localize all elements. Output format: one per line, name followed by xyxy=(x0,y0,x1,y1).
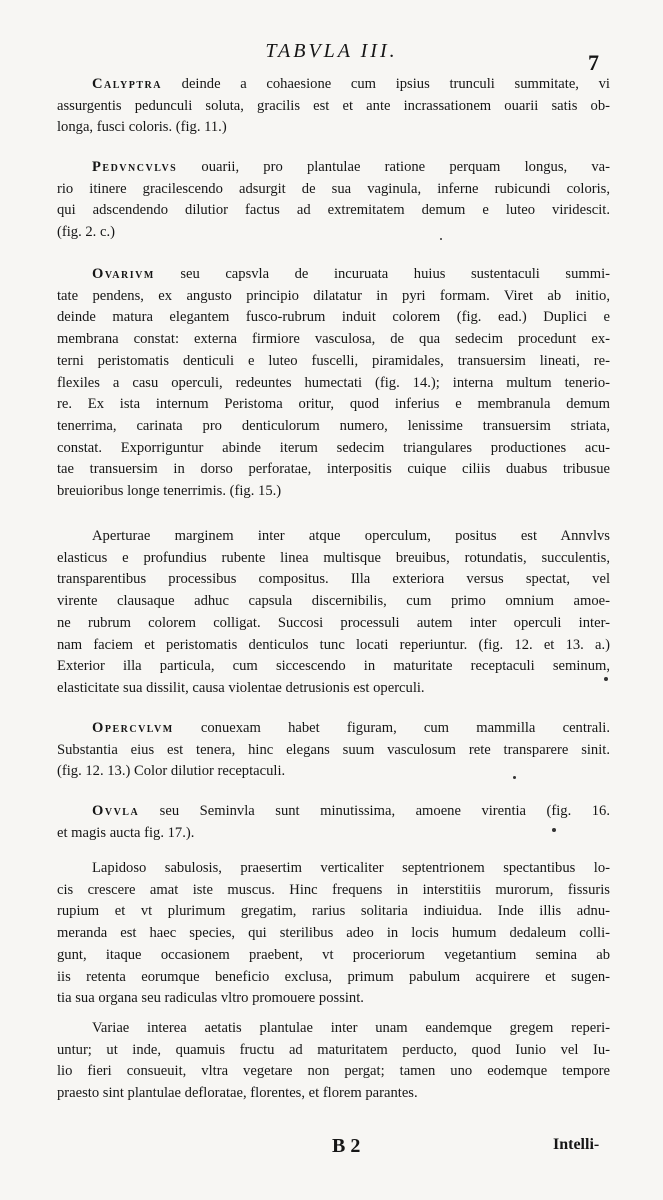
text-line: membrana constat: externa firmiore vasculosa, de qua sedecim procedunt ex- xyxy=(57,331,610,348)
ink-speck xyxy=(513,776,516,779)
text-line: qui adscendendo dilutior factus ad extremitatem demum e luteo viridescit. xyxy=(57,202,610,219)
lead-term: Ovarivm xyxy=(92,266,155,282)
text-line: Variae interea aetatis plantulae inter unam eandemque gregem reperi- xyxy=(92,1020,610,1036)
signature-mark: B 2 xyxy=(332,1135,361,1157)
lead-term: Calyptra xyxy=(92,76,162,92)
page-number: 7 xyxy=(588,50,599,75)
text-line: (fig. 12. 13.) Color dilutior receptaculi. xyxy=(57,763,286,780)
text-line: (fig. 2. c.) xyxy=(57,224,115,241)
text-line: et magis aucta fig. 17.). xyxy=(57,824,195,841)
text-line: longa, fusci coloris. (fig. 11.) xyxy=(57,119,227,136)
text-line: elasticitate sua dissilit, causa violentae detrusionis est operculi. xyxy=(57,679,425,696)
text-line: Ovvla seu Seminvla sunt minutissima, amoene virentia (fig. 16. xyxy=(92,803,610,819)
text-line: Ovarivm seu capsvla de incuruata huius sustentaculi summi- xyxy=(92,266,610,282)
text-line: gunt, itaque occasionem praebent, vt proceriorum vegetantium semina ab xyxy=(57,946,610,963)
text-line: virente clausaque adhuc capsula discernibilis, cum primo omnium amoe- xyxy=(57,593,610,610)
text-line: untur; ut inde, quamuis fructu ad maturitatem perducto, quod Iunio vel Iu- xyxy=(57,1041,610,1058)
text-line: ne rubrum colorem colligat. Succosi processuli autem inter operculi inter- xyxy=(57,614,610,631)
text-line: nam faciem et peristomatis denticulos tunc locati reperiuntur. (fig. 12. et 13. a.) xyxy=(57,636,610,653)
text-line: cis crescere amat iste muscus. Hinc frequens in interstitiis murorum, fissuris xyxy=(57,881,610,898)
text-line: deinde matura elegantem fusco-rubrum induit colorem (fig. ead.) Duplici e xyxy=(57,309,610,326)
text-line: constat. Exporriguntur abinde iterum sedecim triangulares productiones acu- xyxy=(57,439,610,456)
text-line: Opercvlvm conuexam habet figuram, cum mammilla centrali. xyxy=(92,720,610,736)
text-line: tenerrima, carinata pro denticulorum numero, lenissime transuersim striata, xyxy=(57,417,610,434)
text-line: tae transuersim in dorso perforatae, interpositis cuique ciliis duabus tribusue xyxy=(57,461,610,478)
lead-term: Ovvla xyxy=(92,803,140,819)
text-line: re. Ex ista internum Peristoma oritur, quod inferius e membranula demum xyxy=(57,396,610,413)
lead-term: Pedvncvlvs xyxy=(92,159,178,175)
text-line: rio itinere gracilescendo adsurgit de sua vaginula, inferne rubicundi coloris, xyxy=(57,180,610,197)
text-line: lio fieri consueuit, vltra vegetare non pergat; tamen uno eodemque tempore xyxy=(57,1063,610,1080)
text-line: Calyptra deinde a cohaesione cum ipsius trunculi summitate, vi xyxy=(92,76,610,92)
ink-speck xyxy=(604,677,608,681)
text-line: Lapidoso sabulosis, praesertim verticaliter septentrionem spectantibus lo- xyxy=(92,860,610,876)
text-line: Pedvncvlvs ouarii, pro plantulae ratione perquam longus, va- xyxy=(92,159,610,175)
ink-speck xyxy=(440,238,442,240)
paragraph-operculum xyxy=(57,718,610,783)
paragraph-variae xyxy=(57,1018,610,1105)
text-line: Exterior illa particula, cum siccescendo in maturitate receptaculi seminum, xyxy=(57,658,610,675)
text-line: praesto sint plantulae defloratae, florentes, et florem parantes. xyxy=(57,1085,418,1102)
page-title: TABVLA III. xyxy=(265,40,398,62)
text-line: breuioribus longe tenerrimis. (fig. 15.) xyxy=(57,483,282,500)
paragraph-pedunculus xyxy=(57,157,610,244)
text-line: Aperturae marginem inter atque operculum, positus est Annvlvs xyxy=(92,528,610,544)
text-line: tate pendens, ex angusto principio dilatatur in pyri formam. Viret ab initio, xyxy=(57,287,610,304)
paragraph-ovula xyxy=(57,801,610,844)
text-line: Substantia eius est tenera, hinc elegans suum vasculosum rete transparere sinit. xyxy=(57,741,610,758)
text-line: iis retenta eorumque beneficio exclusa, primum pabulum acquirere et sugen- xyxy=(57,968,610,985)
text-line: transparentibus processibus compositus. Illa exteriora versus spectat, vel xyxy=(57,571,610,588)
ink-speck xyxy=(552,828,556,832)
text-line: terni peristomatis denticuli e luteo fuscelli, piramidales, transuersim lineati, re- xyxy=(57,352,610,369)
text-line: assurgentis pedunculi soluta, gracilis est et ante incrassationem ouarii satis ob- xyxy=(57,97,610,114)
text-line: tia sua organa seu radiculas vltro promouere possint. xyxy=(57,990,364,1007)
catchword: Intelli- xyxy=(553,1136,600,1153)
text-line: flexiles a casu operculi, redeuntes humectati (fig. 14.); interna multum tenerio- xyxy=(57,374,610,391)
paragraph-annulus xyxy=(57,526,610,700)
text-line: elasticus e profundius rubente linea multisque breuibus, rotundatis, succulentis, xyxy=(57,549,610,566)
paragraph-habitat xyxy=(57,858,610,1010)
lead-term: Opercvlvm xyxy=(92,720,174,736)
paragraph-calyptra xyxy=(57,74,610,139)
text-line: meranda est haec species, qui sterilibus adeo in locis humum dedaleum colli- xyxy=(57,925,610,942)
paragraph-ovarium xyxy=(57,264,610,503)
text-line: rupium et vt plurimum gregatim, rarius solitaria indiuidua. Inde illis adnu- xyxy=(57,903,610,920)
